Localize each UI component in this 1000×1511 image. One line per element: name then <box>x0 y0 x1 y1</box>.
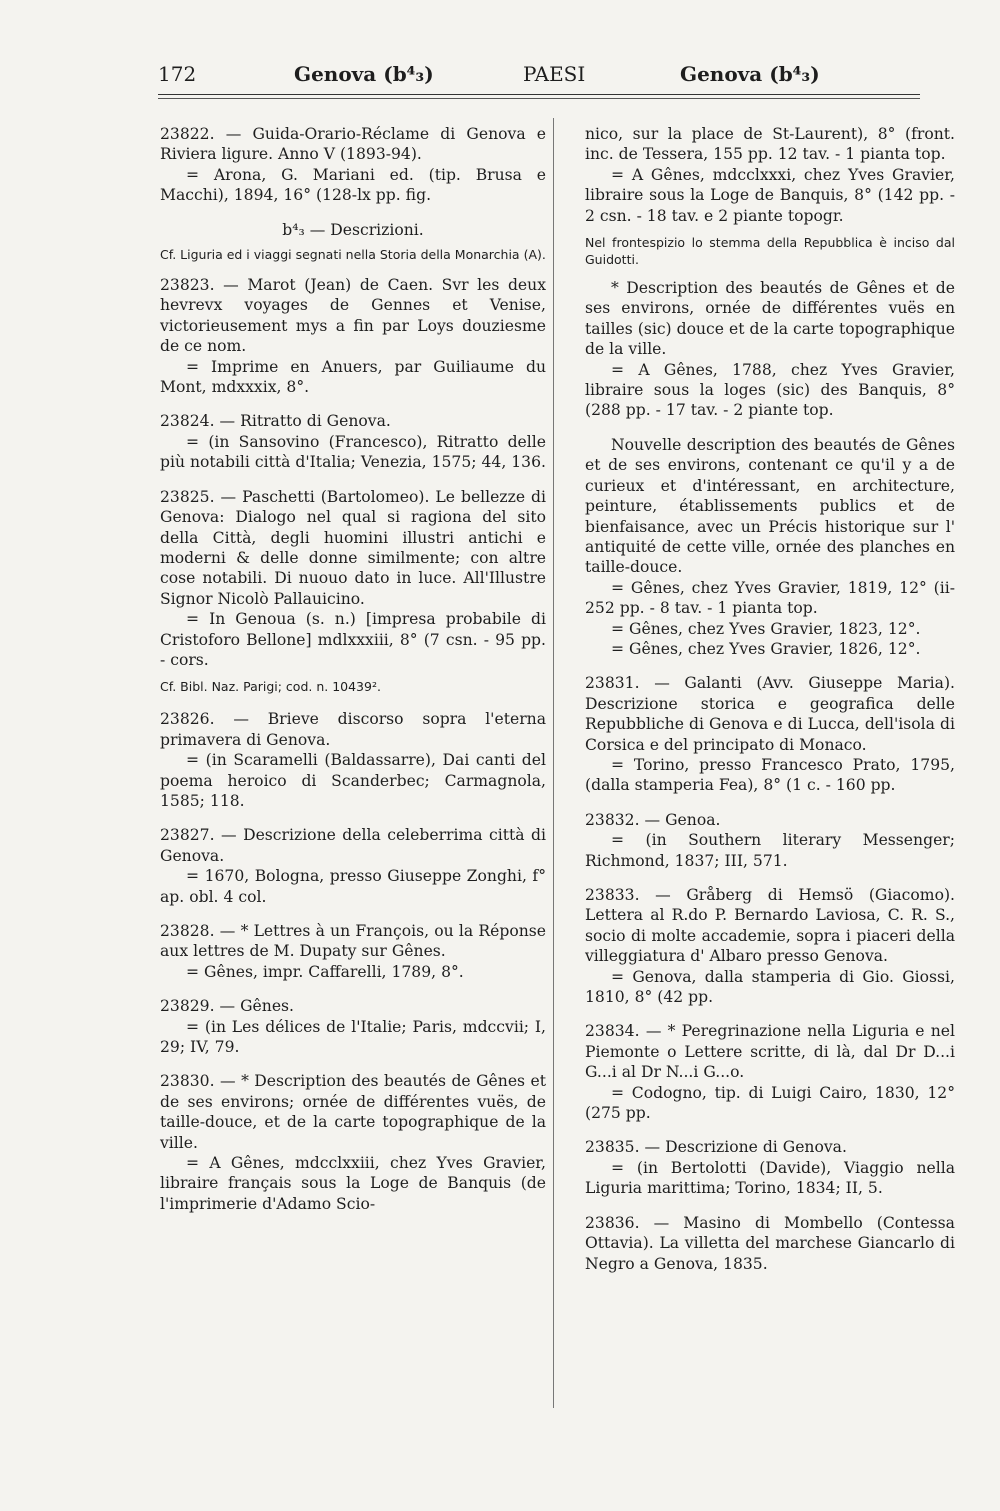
entry-23825 <box>160 487 546 696</box>
entry-text: — * Description des beautés de Gênes et de ses environs; ornée de différentes vuës, de taille-douce, et de la carte topographique de la ville. <box>160 1072 546 1152</box>
header-center-title: PAESI <box>523 62 586 86</box>
entry-imprint: = In Genoua (s. n.) [impresa probabile di Cristoforo Bellone] mdlxxxiii, 8° (7 csn. - 95 pp. - cors. <box>160 610 546 669</box>
entry-23826 <box>160 709 546 811</box>
entry-number: 23833. <box>585 886 640 904</box>
entry-number: 23831. <box>585 674 640 693</box>
entry-imprint: = (in Sansovino (Francesco), Ritratto delle più notabili città d'Italia; Venezia, 1575; 44, 136. <box>160 432 546 472</box>
entry-text: — Gråberg di Hemsö (Giacomo). Lettera al R.do P. Bernardo Laviosa, C. R. S., socio di molte accademie, sopra i piaceri della villeggiatura d' Albaro presso Genova. <box>585 886 955 966</box>
entry-number: 23823. <box>160 276 215 295</box>
entry-imprint: = (in Les délices de l'Italie; Paris, mdccvii; I, 29; IV, 79. <box>160 1017 546 1057</box>
entry-imprint: = Gênes, impr. Caffarelli, 1789, 8°. <box>186 962 464 981</box>
entry-text: — Ritratto di Genova. <box>219 412 391 431</box>
entry-imprint: = A Gênes, 1788, chez Yves Gravier, libraire sous la loges (sic) des Banquis, 8° (288 pp. - 17 tav. - 2 piante top. <box>585 360 955 420</box>
entry-imprint: = Imprime en Anuers, par Guiliaume du Mont, mdxxxix, 8°. <box>160 357 546 397</box>
entry-imprint: = Arona, G. Mariani ed. (tip. Brusa e Macchi), 1894, 16° (128-lx pp. fig. <box>160 165 546 205</box>
entry-23835 <box>585 1137 955 1198</box>
left-column <box>160 124 546 1228</box>
running-header <box>158 58 918 88</box>
entry-23833 <box>585 885 955 1007</box>
entry-number: 23830. <box>160 1072 215 1091</box>
entry-number: 23825. <box>160 487 215 506</box>
entry-imprint: = Torino, presso Francesco Prato, 1795, (dalla stamperia Fea), 8° (1 c. - 160 pp. <box>585 755 955 795</box>
entry-number: 23828. <box>160 922 215 940</box>
section-heading: b⁴₃ — Descrizioni. <box>282 220 424 239</box>
entry-imprint: = (in Southern literary Messenger; Richmond, 1837; III, 571. <box>585 831 955 870</box>
entry-text: Nouvelle description des beautés de Gênes et de ses environs, contenant ce qu'il y a de curieux et d'intéressant, en architecture, peinture, établissements publics et de bienfaisance, avec un Précis historique sur l' antiquité de cette ville, ornée des planches en taille-douce. <box>585 435 955 577</box>
entry-imprint: = Genova, dalla stamperia di Gio. Giossi, 1810, 8° (42 pp. <box>585 967 955 1007</box>
entry-text: — * Lettres à un François, ou la Réponse aux lettres de M. Dupaty sur Gênes. <box>160 922 546 961</box>
entry-number: 23827. <box>160 826 215 845</box>
entry-text: — Descrizione di Genova. <box>644 1138 847 1157</box>
column-divider <box>553 118 554 1408</box>
entry-imprint: = Codogno, tip. di Luigi Cairo, 1830, 12° (275 pp. <box>585 1083 955 1123</box>
page-number: 172 <box>158 62 197 86</box>
entry-imprint: = A Gênes, mdcclxxxi, chez Yves Gravier, libraire sous la Loge de Banquis, 8° (142 pp. - 2 csn. - 18 tav. e 2 piante topogr. <box>585 165 955 225</box>
entry-text: nico, sur la place de St-Laurent), 8° (front. inc. de Tessera, 155 pp. 12 tav. - 1 pianta top. <box>585 125 955 164</box>
header-rule <box>158 94 920 95</box>
entry-note: Nel frontespizio lo stemma della Repubblica è inciso dal Guidotti. <box>585 235 955 268</box>
entry-text: — Paschetti (Bartolomeo). Le bellezze di Genova: Dialogo nel qual si ragiona del sito della Città, degli huomini illustri antichi e moderni & delle donne similmente; con altre cose notabili. Di nuouo dato in luce. All'Illustre Signor Nicolò Pallauicino. <box>160 487 546 608</box>
entry-imprint: = Gênes, chez Yves Gravier, 1819, 12° (ii-252 pp. - 8 tav. - 1 pianta top. <box>585 578 955 618</box>
entry-text: — Brieve discorso sopra l'eterna primavera di Genova. <box>160 710 546 749</box>
entry-text: * Description des beautés de Gênes et de ses environs, ornée de différentes vuës en tailles (sic) douce et de la carte topographique de la ville. <box>585 279 955 359</box>
entry-number: 23829. <box>160 997 215 1016</box>
entry-23830-continued <box>585 124 955 268</box>
entry-text: — Marot (Jean) de Caen. Svr les deux hevrevx voyages de Gennes et Venise, victorieusement mys a fin par Loys douziesme de ce nom. <box>160 276 546 356</box>
entry-23828 <box>160 921 546 982</box>
entry-number: 23834. <box>585 1022 640 1041</box>
entry-23824 <box>160 411 546 472</box>
entry-23822 <box>160 124 546 206</box>
entry-text: — Genoa. <box>644 810 721 829</box>
entry-23836 <box>585 1213 955 1274</box>
entry-nouvelle-description <box>585 435 955 659</box>
entry-number: 23822. <box>160 125 215 143</box>
right-column <box>585 124 955 1288</box>
entry-text: — Descrizione della celeberrima città di Genova. <box>160 826 546 865</box>
entry-text: — * Peregrinazione nella Liguria e nel Piemonte o Lettere scritte, di là, dal Dr D...i G...i al Dr N...i G...o. <box>585 1022 955 1082</box>
entry-23829 <box>160 996 546 1057</box>
entry-imprint: = (in Bertolotti (Davide), Viaggio nella Liguria marittima; Torino, 1834; II, 5. <box>585 1158 955 1198</box>
header-left-title: Genova (b⁴₃) <box>294 62 434 86</box>
entry-23827 <box>160 825 546 907</box>
entry-imprint: = Gênes, chez Yves Gravier, 1826, 12°. <box>611 639 921 658</box>
entry-23830 <box>160 1071 546 1214</box>
entry-imprint: = (in Scaramelli (Baldassarre), Dai canti del poema heroico di Scanderbec; Carmagnola, 1585; 118. <box>160 751 546 810</box>
entry-text: — Galanti (Avv. Giuseppe Maria). Descrizione storica e geografica delle Repubbliche di Genova e di Lucca, dell'isola di Corsica e del principato di Monaco. <box>585 674 955 754</box>
entry-text: — Gênes. <box>219 997 295 1016</box>
entry-text: — Masino di Mombello (Contessa Ottavia). La villetta del marchese Giancarlo di Negro a Genova, 1835. <box>585 1213 955 1273</box>
entry-variant-1788 <box>585 278 955 421</box>
cross-reference-note: Cf. Liguria ed i viaggi segnati nella Storia della Monarchia (A). <box>160 247 546 263</box>
entry-23831 <box>585 673 955 795</box>
entry-text: — Guida-Orario-Réclame di Genova e Riviera ligure. Anno V (1893-94). <box>160 125 546 164</box>
entry-note: Cf. Bibl. Naz. Parigi; cod. n. 10439². <box>160 679 381 695</box>
entry-number: 23835. <box>585 1138 640 1157</box>
entry-23832 <box>585 810 955 871</box>
entry-imprint: = A Gênes, mdcclxxiii, chez Yves Gravier, libraire français sous la Loge de Banquis (de l'imprimerie d'Adamo Scio- <box>160 1154 546 1213</box>
header-right-title: Genova (b⁴₃) <box>680 62 820 86</box>
header-rule-thin <box>158 98 920 99</box>
entry-23823 <box>160 275 546 397</box>
entry-number: 23836. <box>585 1213 640 1232</box>
entry-number: 23832. <box>585 810 640 829</box>
entry-number: 23824. <box>160 412 215 431</box>
entry-23834 <box>585 1021 955 1123</box>
entry-imprint: = 1670, Bologna, presso Giuseppe Zonghi, f° ap. obl. 4 col. <box>160 867 546 906</box>
entry-imprint: = Gênes, chez Yves Gravier, 1823, 12°. <box>611 619 921 638</box>
entry-number: 23826. <box>160 710 215 729</box>
